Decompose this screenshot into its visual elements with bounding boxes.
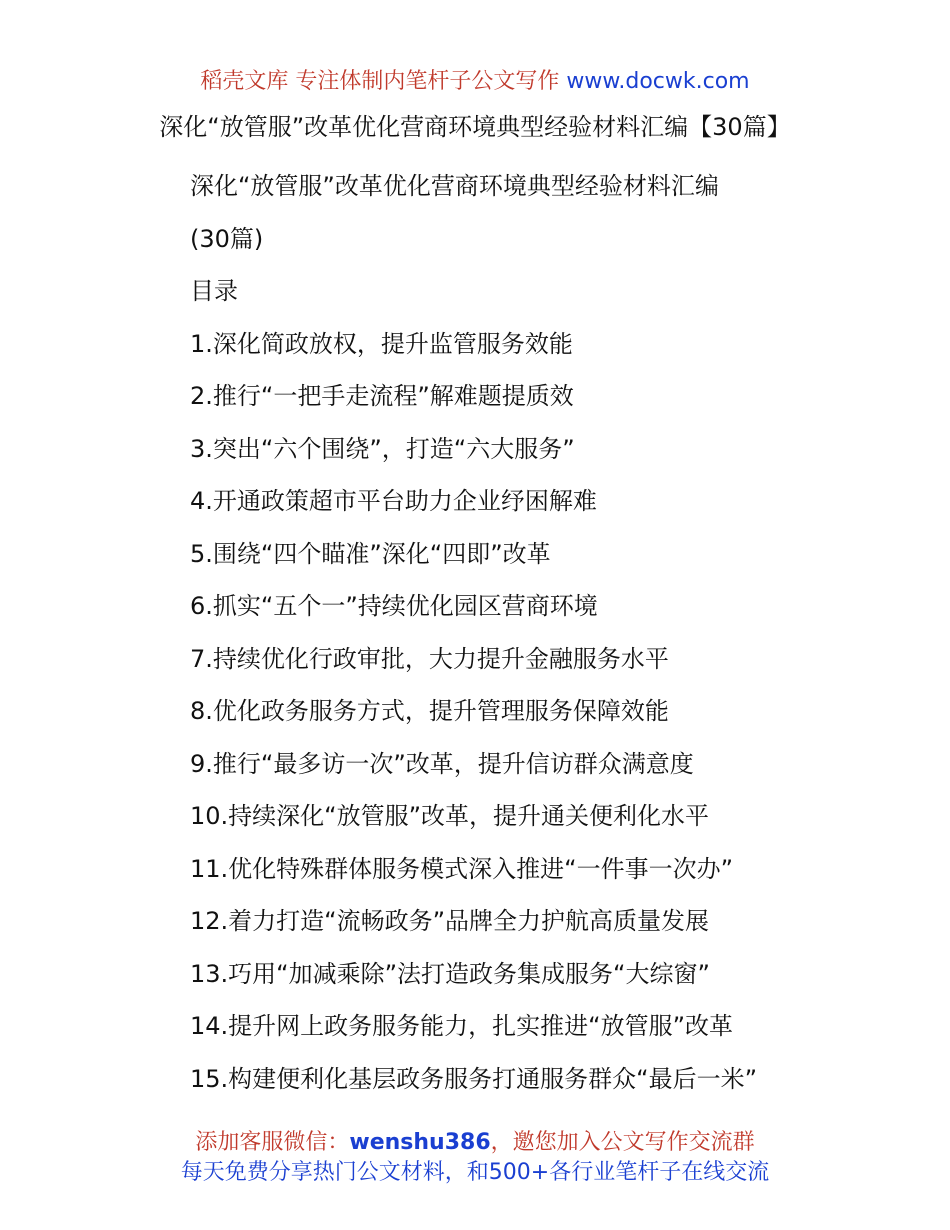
toc-item: 1.深化简政放权，提升监管服务效能 (190, 329, 573, 358)
toc-item: 7.持续优化行政审批，大力提升金融服务水平 (190, 644, 669, 673)
document-title: 深化“放管服”改革优化营商环境典型经验材料汇编【30篇】 (159, 113, 791, 141)
footer-prefix-text: 添加客服微信： (195, 1130, 350, 1155)
footer-wechat-line (0, 1128, 950, 1158)
toc-item: 8.优化政务服务方式，提升管理服务保障效能 (190, 697, 669, 725)
toc-item: 9.推行“最多访一次”改革，提升信访群众满意度 (190, 749, 694, 778)
toc-item: 2.推行“一把手走流程”解难题提质效 (190, 382, 574, 410)
footer-suffix-text: ，邀您加入公文写作交流群 (490, 1130, 755, 1155)
footer-share-line: 每天免费分享热门公文材料，和500+各行业笔杆子在线交流 (180, 1160, 770, 1185)
toc-item: 13.巧用“加减乘除”法打造政务集成服务“大综窗” (190, 959, 710, 988)
body-title-line-1: 深化“放管服”改革优化营商环境典型经验材料汇编 (190, 172, 719, 200)
toc-item: 10.持续深化“放管服”改革，提升通关便利化水平 (190, 802, 710, 830)
toc-item: 5.围绕“四个瞄准”深化“四即”改革 (190, 539, 551, 568)
site-header (0, 68, 950, 96)
promo-footer (0, 1128, 950, 1188)
toc-item: 14.提升网上政务服务能力，扎实推进“放管服”改革 (190, 1012, 734, 1040)
wechat-id: wenshu386 (349, 1130, 491, 1155)
body-title-line-2: (30篇) (190, 224, 264, 253)
toc-heading: 目录 (190, 277, 238, 305)
toc-item: 15.构建便利化基层政务服务打通服务群众“最后一米” (190, 1064, 758, 1093)
toc-item: 6.抓实“五个一”持续优化园区营商环境 (190, 592, 598, 620)
toc-item: 11.优化特殊群体服务模式深入推进“一件事一次办” (190, 854, 734, 883)
document-body (190, 160, 910, 1105)
toc-item: 4.开通政策超市平台助力企业纾困解难 (190, 487, 597, 515)
brand-text: 稻壳文库 专注体制内笔杆子公文写作 (200, 69, 560, 94)
toc-item: 3.突出“六个围绕”，打造“六大服务” (190, 434, 575, 463)
toc-item: 12.着力打造“流畅政务”品牌全力护航高质量发展 (190, 907, 710, 935)
site-url-link[interactable]: www.docwk.com (566, 69, 750, 94)
